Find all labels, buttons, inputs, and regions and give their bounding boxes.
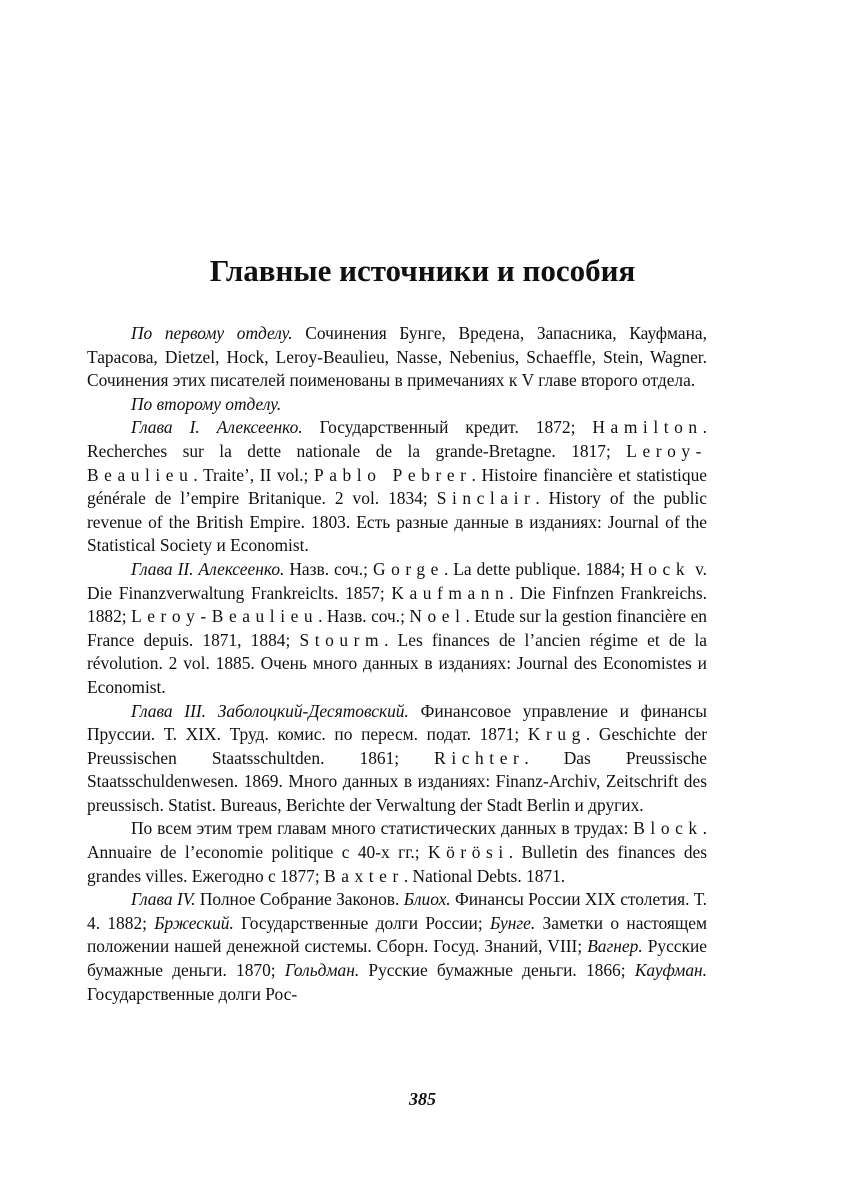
italic-text: Бржеский. — [154, 912, 234, 933]
italic-text: По второму отделу. — [131, 393, 282, 414]
text-run: Государственные долги России; — [233, 912, 490, 933]
paragraph — [87, 558, 707, 700]
text-run: . Bulletin des finances des grandes villes. Ежегодно с 1877; — [87, 842, 708, 886]
italic-text: Глава II. Алексеенко. — [131, 558, 285, 579]
text-run: Финансы России XIX столетия. Т. 4. 1882; — [87, 889, 708, 933]
italic-text: Блиох. — [403, 889, 451, 910]
text-run: Государственный кредит. 1872; — [302, 417, 593, 438]
text-run: . Назв. соч.; — [318, 606, 410, 627]
text-run: . Les finances de l’ancien régime et de la révolution. 2 vol. 1885. Очень много данных в изданиях: Journal des Economistes и Economist. — [87, 629, 708, 697]
spaced-author-name: Sinclair — [436, 488, 536, 509]
page-number: 385 — [409, 1089, 436, 1109]
text-run: . Annuaire de l’economie politique с 40-х гг.; — [87, 818, 707, 863]
spaced-author-name: Leroy-Beaulieu — [87, 440, 707, 485]
paragraph — [87, 888, 707, 1006]
text-run: По всем этим трем главам много статистических данных в трудах: — [131, 818, 634, 839]
italic-text: Вагнер. — [587, 936, 643, 957]
text-run: . Geschichte der Preussischen Staatsschultden. 1861; — [87, 724, 707, 768]
body-text — [87, 322, 707, 1006]
italic-text: Глава III. Заболоцкий-Десятовский. — [131, 700, 409, 721]
text-run: Заметки о настоящем положении нашей денежной системы. Сборн. Госуд. Знаний, VIII; — [87, 912, 707, 957]
text-run: Полное Собрание Законов. — [195, 889, 404, 910]
spaced-author-name: Hamilton — [592, 417, 703, 438]
text-run: . Histoire financière et statistique générale de l’empire Britanique. 2 vol. 1834; — [87, 464, 707, 509]
paragraph — [87, 393, 707, 417]
spaced-author-name: Block — [633, 818, 703, 839]
text-run: . Das Preussische Staatsschuldenwesen. 1869. Много данных в изданиях: Finanz-Archiv, Zeitschrift des preussisch. Statist. Bureaus, Berichte der Verwaltung der Stadt Berlin и других. — [87, 747, 707, 815]
italic-text: Глава I. Алексеенко. — [131, 417, 303, 438]
text-run: . History of the public revenue of the British Empire. 1803. Есть разные данные в изданиях: Journal of the Statistical Society и Economist. — [87, 488, 707, 556]
spaced-author-name: Gorge — [372, 558, 444, 579]
paragraph — [87, 416, 707, 558]
paragraph — [87, 817, 707, 888]
spaced-author-name: Körösi — [428, 842, 509, 863]
spaced-author-name: Stourm — [299, 629, 385, 650]
paragraph — [87, 700, 707, 818]
text-run: . Etude sur la gestion financière en France depuis. 1871, 1884; — [87, 606, 707, 650]
spaced-author-name: Leroy-Beaulieu — [131, 606, 319, 627]
spaced-author-name: Pablo Pebrer — [314, 464, 472, 485]
text-run: . National Debts. 1871. — [403, 865, 566, 886]
text-run: Назв. соч.; — [284, 558, 373, 579]
text-run: Сочинения Бунге, Вредена, Запасника, Кауфмана, Тарасова, Dietzel, Hock, Leroy-Beaulieu, Nasse, Nebenius, Schaeffle, Stein, Wagner. Сочинения этих писателей поименованы в примечаниях к V главе второго отдела. — [87, 323, 707, 391]
text-run: . Traite’, II vol.; — [193, 464, 314, 485]
italic-text: Глава IV. — [131, 889, 196, 910]
italic-text: Кауфман. — [634, 960, 707, 981]
page-title: Главные источники и пособия — [209, 253, 636, 288]
spaced-author-name: Baxter — [324, 865, 404, 886]
paragraph — [87, 322, 707, 393]
spaced-author-name: Richter — [434, 747, 525, 768]
text-run: Государственные долги Рос- — [87, 983, 298, 1004]
text-run: . Recherches sur la dette nationale de la grande-Bretagne. 1817; — [87, 417, 707, 461]
spaced-author-name: Krug — [527, 724, 586, 745]
text-run: Русские бумажные деньги. 1870; — [87, 936, 707, 981]
text-run: . La dette publique. 1884; — [443, 558, 631, 579]
spaced-author-name: Kaufmann — [391, 582, 510, 603]
italic-text: Гольдман. — [284, 960, 360, 981]
text-run: . Die Finfnzen Frankreichs. 1882; — [87, 582, 707, 627]
spaced-author-name: Noel — [409, 606, 466, 627]
spaced-author-name: Hock — [630, 558, 691, 579]
italic-text: Бунге. — [489, 912, 536, 933]
italic-text: По первому отделу. — [131, 323, 293, 343]
text-run: Финансовое управление и финансы Пруссии. Т. XIX. Труд. комис. по пересм. подат. 1871; — [87, 700, 707, 745]
text-run: v. Die Finanzverwaltung Frankreiclts. 1857; — [87, 558, 708, 603]
text-run: Русские бумажные деньги. 1866; — [359, 960, 635, 981]
